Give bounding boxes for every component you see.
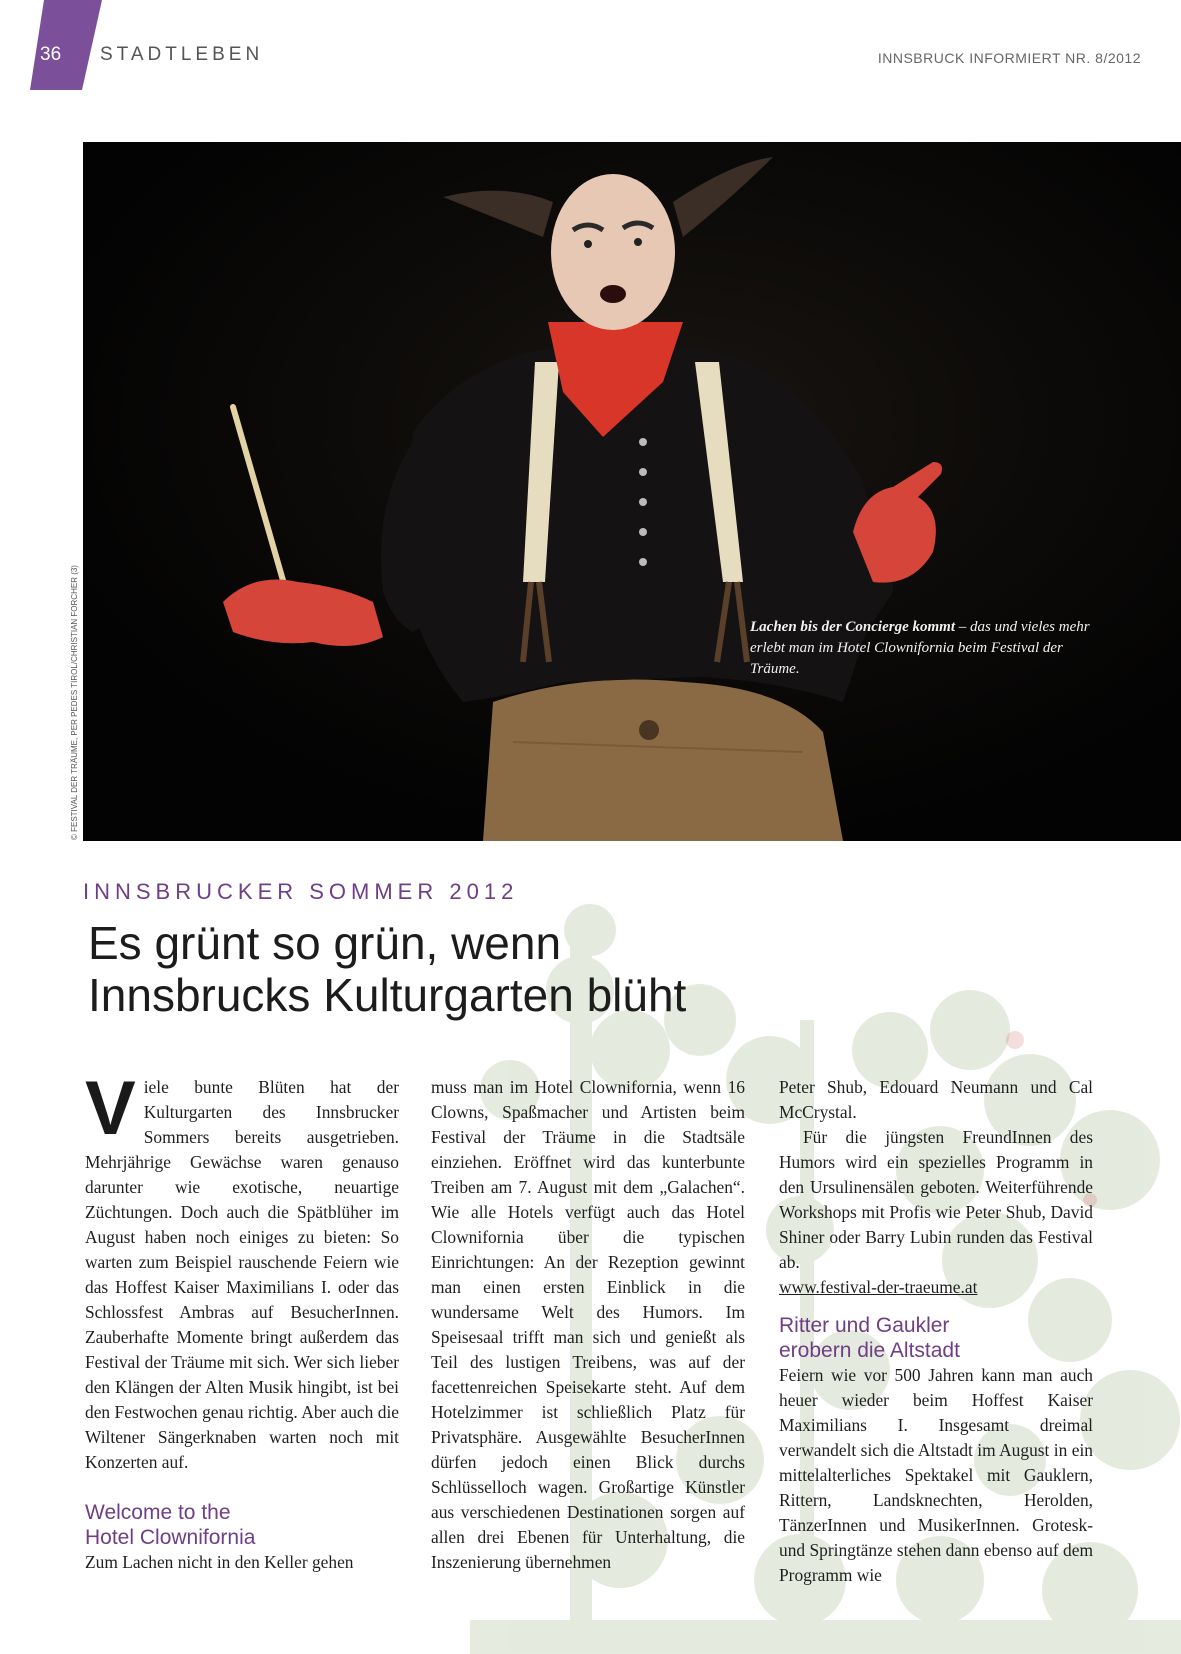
headline-line-1: Es grünt so grün, wenn <box>88 917 562 969</box>
page-number: 36 <box>40 44 62 65</box>
paragraph-hoffest: Feiern wie vor 500 Jahren kann man auch heuer wieder beim Hoffest Kaiser Maximilians I. Insgesamt dreimal verwandelt sich die Altstadt im August in ein mittelalterliches Spektakel mit Gauklern, Rittern, Landsknechten, Herolden, TänzerInnen und MusikerInnen. Grotesk- und Springtänze stehen dann ebenso auf dem Programm wie <box>779 1365 1093 1585</box>
subhead-2-line-1: Ritter und Gaukler <box>779 1314 950 1337</box>
clown-photo <box>83 142 1181 841</box>
subhead-ritter <box>779 1313 1093 1363</box>
article-kicker: INNSBRUCKER SOMMER 2012 <box>83 879 519 904</box>
paragraph-clownifornia: muss man im Hotel Clownifornia, wenn 16 Clowns, Spaßmacher und Artisten beim Festival der Träume in die Stadtsäle einziehen. Eröffnet wird das kunterbunte Treiben am 7. August mit dem „Galachen“. Wie alle Hotels verfügt auch das Hotel Clownifornia über die typischen Einrichtungen: An der Rezeption gewinnt man einen ersten Einblick in die wundersame Welt des Humors. Im Speisesaal trifft man sich und genießt als Teil des lustigen Treibens, was auf der facettenreichen Speisekarte steht. Auf dem Hotelzimmer ist schließlich Platz für Privatsphäre. Ausgewählte BesucherInnen dürfen jedoch einen Blick durchs Schlüsselloch wagen. Großartige Künstler aus verschiedenen Destinationen sorgen auf allen drei Ebenen für Unterhaltung, die Inszenierung übernehmen <box>431 1077 745 1572</box>
article-headline <box>88 917 788 1021</box>
drop-cap: V <box>85 1066 136 1151</box>
intro-text: iele bunte Blüten hat der Kulturgarten des Innsbrucker Sommers bereits ausgetrieben. Mehrjährige Gewächse waren genauso darunter wie exotische, neuartige Züchtungen. Doch auch die Spätblüher im August haben noch einiges zu bieten: So warten zum Beispiel rauschende Feiern wie das Hoffest Kaiser Maximilians I. oder das Schlossfest Ambras auf BesucherInnen. Zauberhafte Momente bringt außerdem das Festival der Träume mit sich. Wer sich lieber den Klängen der Alten Musik hingibt, ist bei den Festwochen genau richtig. Aber auch die Wiltener Sängerknaben warten noch mit Konzerten auf. <box>85 1077 399 1472</box>
intro-paragraph <box>85 1066 399 1475</box>
paragraph-kids-program: Für die jüngsten FreundInnen des Humors wird ein spezielles Programm in den Ursulinensälen geboten. Weiterführende Workshops mit Profis wie Peter Shub, David Shiner oder Barry Lubin runden das Festival ab. <box>779 1127 1093 1272</box>
subhead-1-line-1: Welcome to the <box>85 1501 231 1524</box>
caption-text: – das und vieles mehr erlebt man im Hotel Clownifornia beim Festival der Träume. <box>750 619 1090 677</box>
section-title: STADTLEBEN <box>100 44 264 65</box>
paragraph-artists: Peter Shub, Edouard Neumann und Cal McCrystal. <box>779 1077 1093 1122</box>
article-column-1 <box>85 1066 399 1575</box>
photo-caption <box>750 617 1090 680</box>
subhead-clownifornia <box>85 1500 399 1550</box>
subhead-1-line-2: Hotel Clownifornia <box>85 1526 256 1549</box>
issue-label: INNSBRUCK INFORMIERT NR. 8/2012 <box>877 50 1141 66</box>
subhead-2-line-2: erobern die Altstadt <box>779 1339 960 1362</box>
headline-line-2: Innsbrucks Kulturgarten blüht <box>88 969 687 1021</box>
article-column-2 <box>431 1075 745 1575</box>
festival-link[interactable]: www.festival-der-traeume.at <box>779 1277 978 1297</box>
paragraph-clownifornia-start: Zum Lachen nicht in den Keller gehen <box>85 1552 354 1572</box>
article-column-3 <box>779 1075 1093 1588</box>
photo-credit: © FESTIVAL DER TRÄUME, PER PEDES TIROL/CHRISTIAN FORCHER (3) <box>70 565 79 840</box>
caption-bold: Lachen bis der Concierge kommt <box>750 619 955 635</box>
